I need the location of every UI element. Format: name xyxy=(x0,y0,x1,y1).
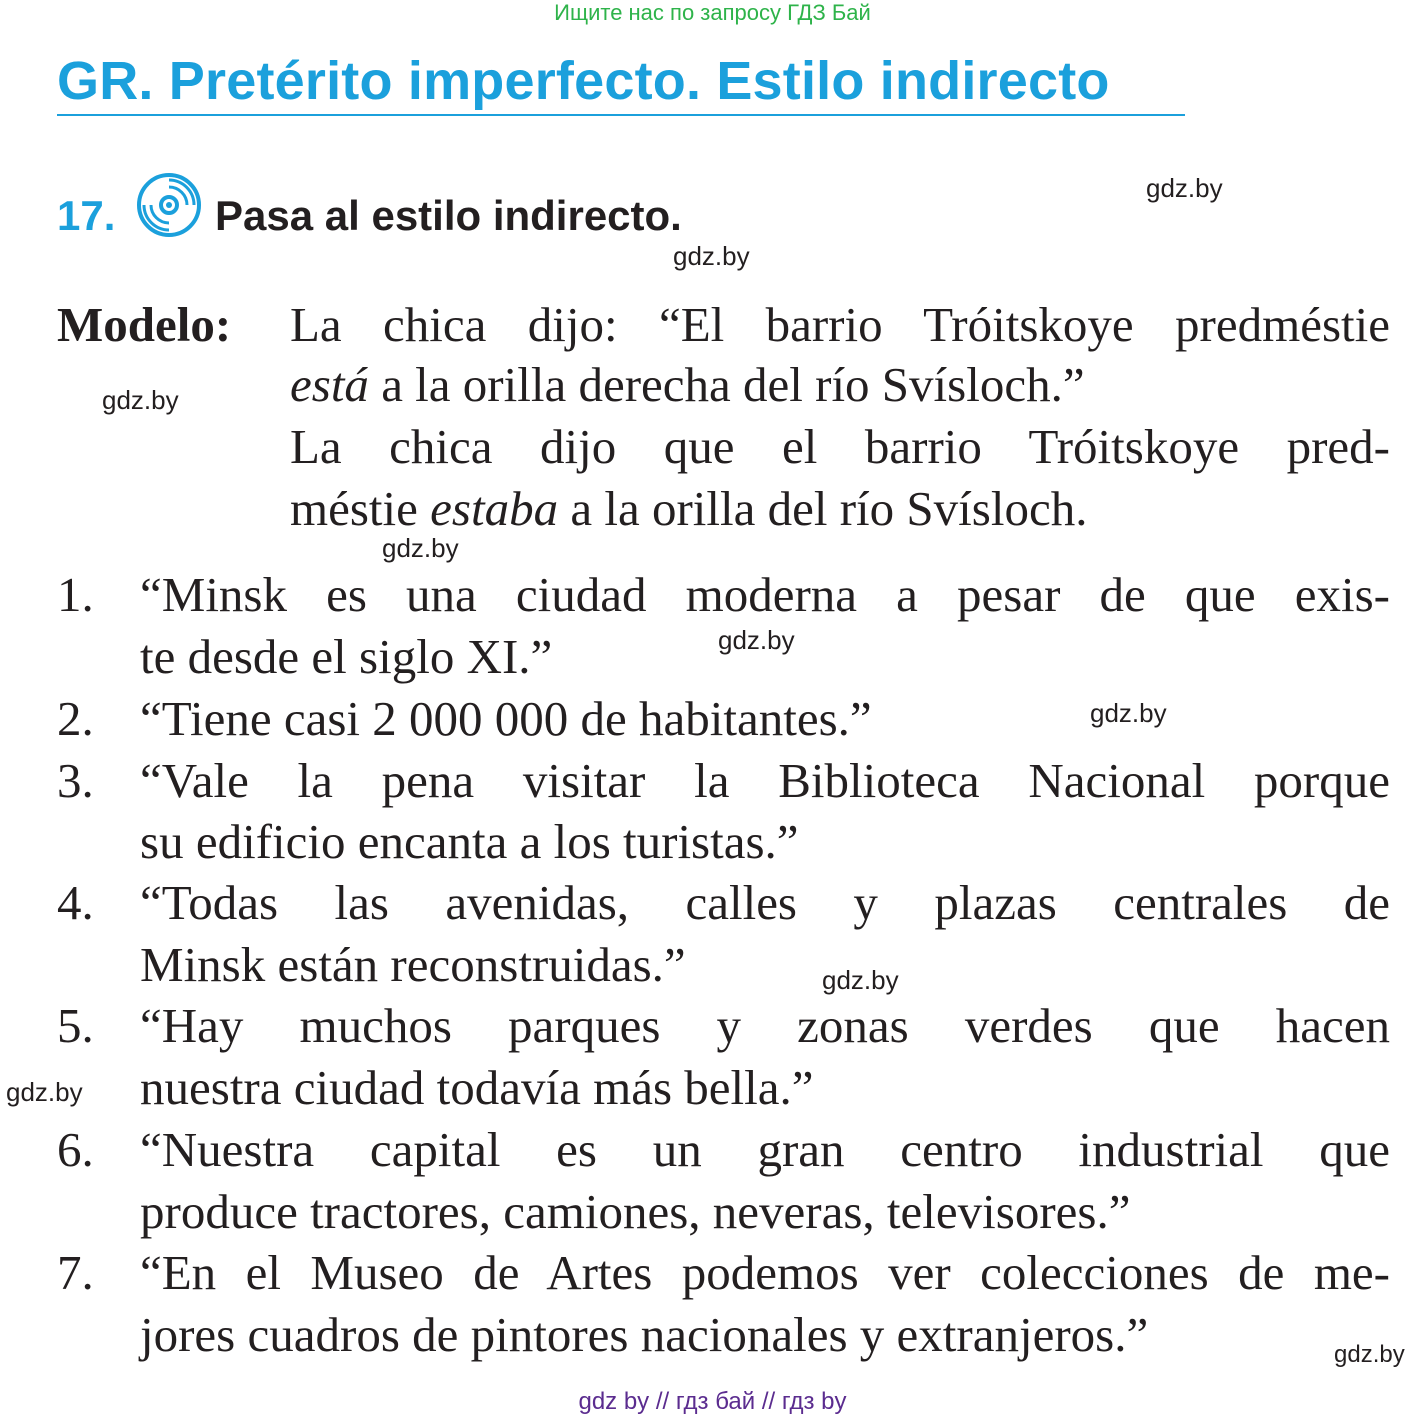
watermark: gdz.by xyxy=(102,385,179,415)
title-underline xyxy=(57,114,1185,116)
item-line: “Tiene casi 2 000 000 de habitantes.” xyxy=(140,691,872,746)
item-line: “Minsk es una ciudad moderna a pesar de que exis- xyxy=(140,567,1390,622)
model-line xyxy=(290,356,1390,413)
item-number: 3. xyxy=(57,753,94,808)
model-line: La chica dijo que el barrio Tróitskoye pred- xyxy=(290,419,1390,474)
item-line: Minsk están reconstruidas.” xyxy=(140,937,686,992)
watermark: gdz.by xyxy=(718,625,795,655)
item-line: “Todas las avenidas, calles y plazas centrales de xyxy=(140,875,1390,930)
watermark: gdz.by xyxy=(6,1077,83,1107)
watermark: gdz.by xyxy=(673,241,750,271)
item-line: “En el Museo de Artes podemos ver colecciones de me- xyxy=(140,1245,1390,1300)
model-text: méstie xyxy=(290,481,431,536)
item-line: produce tractores, camiones, neveras, televisores.” xyxy=(140,1184,1131,1239)
item-number: 4. xyxy=(57,875,94,930)
model-line xyxy=(290,480,1390,537)
model-line: La chica dijo: “El barrio Tróitskoye predméstie xyxy=(290,297,1390,352)
top-banner: Ищите нас по запросу ГДЗ Бай xyxy=(554,0,871,25)
watermark: gdz.by xyxy=(382,533,459,563)
item-line: “Vale la pena visitar la Biblioteca Nacional porque xyxy=(140,753,1390,808)
model-verb-italic: estaba xyxy=(430,481,559,536)
item-number: 2. xyxy=(57,691,94,746)
model-text: a la orilla derecha del río Svísloch.” xyxy=(368,357,1085,412)
footer-links: gdz by // гдз бай // гдз by xyxy=(578,1388,847,1415)
cd-audio-icon xyxy=(136,172,202,238)
model-label: Modelo: xyxy=(57,297,232,352)
item-line: “Hay muchos parques y zonas verdes que hacen xyxy=(140,998,1390,1053)
model-verb-italic: está xyxy=(290,357,369,412)
item-number: 7. xyxy=(57,1245,94,1300)
watermark: gdz.by xyxy=(1146,173,1223,203)
watermark: gdz.by xyxy=(1334,1341,1405,1368)
section-title: GR. Pretérito imperfecto. Estilo indirecto xyxy=(57,51,1110,111)
item-line: nuestra ciudad todavía más bella.” xyxy=(140,1060,814,1115)
watermark: gdz.by xyxy=(1090,698,1167,728)
watermark: gdz.by xyxy=(822,965,899,995)
item-number: 5. xyxy=(57,998,94,1053)
item-number: 6. xyxy=(57,1122,94,1177)
item-line: te desde el siglo XI.” xyxy=(140,629,553,684)
item-line: “Nuestra capital es un gran centro industrial que xyxy=(140,1122,1390,1177)
item-number: 1. xyxy=(57,567,94,622)
exercise-number: 17. xyxy=(57,192,116,239)
item-line: su edificio encanta a los turistas.” xyxy=(140,814,799,869)
model-text: a la orilla del río Svísloch. xyxy=(558,481,1088,536)
exercise-instruction: Pasa al estilo indirecto. xyxy=(215,192,682,239)
item-line: jores cuadros de pintores nacionales y extranjeros.” xyxy=(140,1307,1149,1362)
